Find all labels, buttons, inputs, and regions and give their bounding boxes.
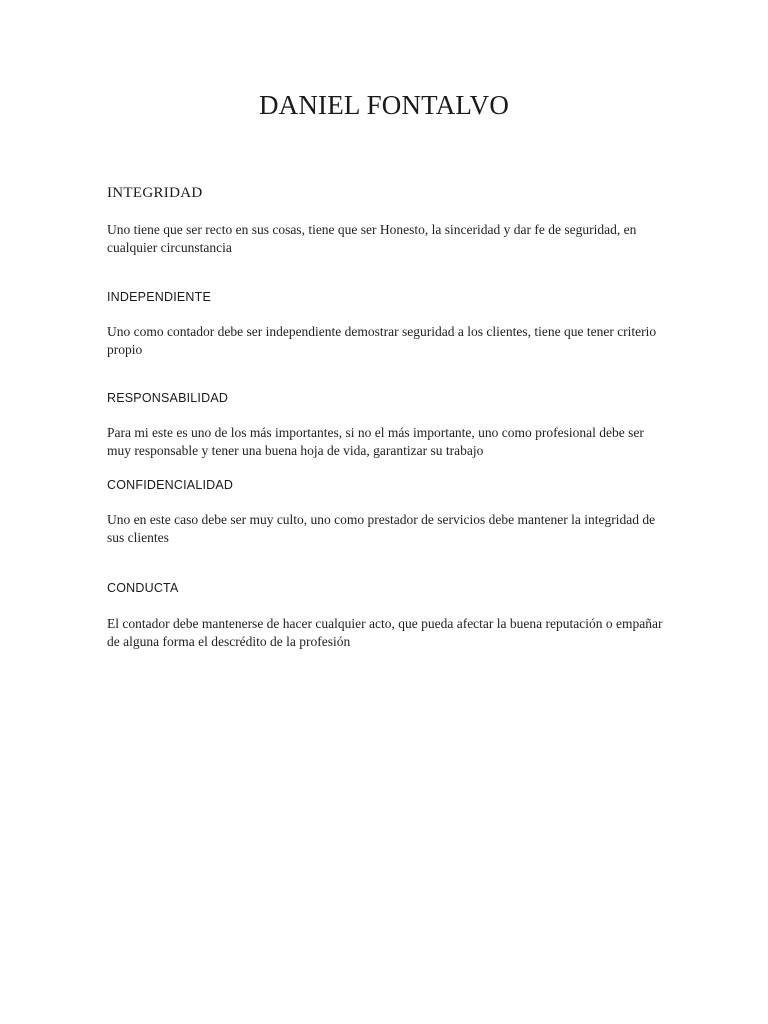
- section-heading-conducta: CONDUCTA: [107, 581, 179, 595]
- section-body-responsabilidad: Para mi este es uno de los más importantes, si no el más importante, uno como profesional debe ser muy responsable y tener una buena hoja de vida, garantizar su trabajo: [107, 425, 644, 458]
- page-title: DANIEL FONTALVO: [258, 90, 510, 120]
- section-heading-independiente: INDEPENDIENTE: [107, 290, 212, 304]
- section-body-independiente: Uno como contador debe ser independiente demostrar seguridad a los clientes, tiene que tener criterio propio: [107, 324, 657, 357]
- section-heading-responsabilidad: RESPONSABILIDAD: [107, 391, 229, 405]
- section-heading-integridad: INTEGRIDAD: [107, 185, 203, 201]
- section-heading-confidencialidad: CONFIDENCIALIDAD: [107, 478, 234, 492]
- section-body-confidencialidad: Uno en este caso debe ser muy culto, uno como prestador de servicios debe mantener la integridad de sus clientes: [107, 512, 656, 545]
- section-body-conducta: El contador debe mantenerse de hacer cualquier acto, que pueda afectar la buena reputación o empañar de alguna forma el descrédito de la profesión: [107, 616, 663, 649]
- section-body-integridad: Uno tiene que ser recto en sus cosas, tiene que ser Honesto, la sinceridad y dar fe de seguridad, en cualquier circunstancia: [107, 222, 637, 255]
